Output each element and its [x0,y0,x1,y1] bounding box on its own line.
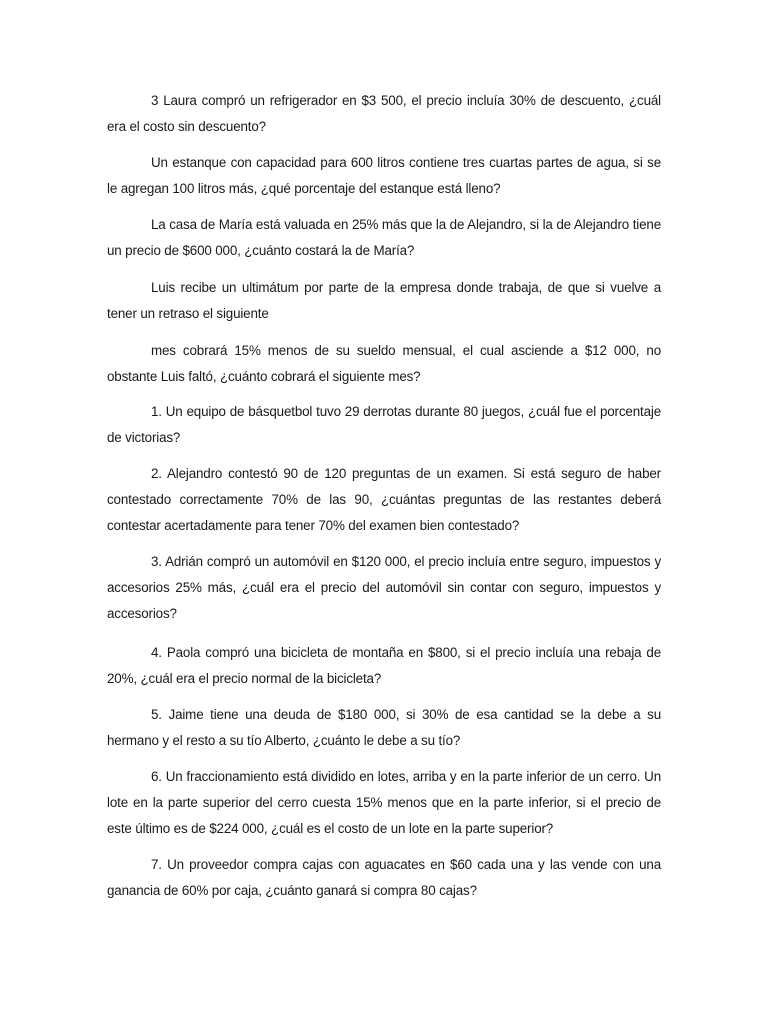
problem-paragraph-laura: 3 Laura compró un refrigerador en $3 500, el precio incluía 30% de descuento, ¿cuál era el costo sin descuento? [107,93,661,134]
problem-paragraph-estanque: Un estanque con capacidad para 600 litros contiene tres cuartas partes de agua, si se le agregan 100 litros más, ¿qué porcentaje del estanque está lleno? [107,155,661,196]
problem-paragraph-luis-part2: mes cobrará 15% menos de su sueldo mensual, el cual asciende a $12 000, no obstante Luis faltó, ¿cuánto cobrará el siguiente mes? [107,343,661,384]
problem-paragraph-casa-maria: La casa de María está valuada en 25% más que la de Alejandro, si la de Alejandro tiene un precio de $600 000, ¿cuánto costará la de María? [107,217,661,258]
problem-paragraph-6: 6. Un fraccionamiento está dividido en lotes, arriba y en la parte inferior de un cerro. Un lote en la parte superior del cerro cuesta 15% menos que en la parte inferior, si el precio de este último es de $224 000, ¿cuál es el costo de un lote en la parte superior? [107,769,661,836]
problem-paragraph-1: 1. Un equipo de básquetbol tuvo 29 derrotas durante 80 juegos, ¿cuál fue el porcentaje de victorias? [107,404,661,445]
problem-paragraph-5: 5. Jaime tiene una deuda de $180 000, si 30% de esa cantidad se la debe a su hermano y el resto a su tío Alberto, ¿cuánto le debe a su tío? [107,707,661,748]
problem-paragraph-luis-part1: Luis recibe un ultimátum por parte de la empresa donde trabaja, de que si vuelve a tener un retraso el siguiente [107,280,661,321]
problem-paragraph-7: 7. Un proveedor compra cajas con aguacates en $60 cada una y las vende con una ganancia de 60% por caja, ¿cuánto ganará si compra 80 cajas? [107,857,661,898]
problem-paragraph-3: 3. Adrián compró un automóvil en $120 000, el precio incluía entre seguro, impuestos y accesorios 25% más, ¿cuál era el precio del automóvil sin contar con seguro, impuestos y accesorios? [107,554,661,621]
problem-paragraph-2: 2. Alejandro contestó 90 de 120 preguntas de un examen. Si está seguro de haber contestado correctamente 70% de las 90, ¿cuántas preguntas de las restantes deberá contestar acertadamente para tener 70% del examen bien contestado? [107,466,661,533]
problem-paragraph-4: 4. Paola compró una bicicleta de montaña en $800, si el precio incluía una rebaja de 20%, ¿cuál era el precio normal de la bicicleta? [107,645,661,686]
